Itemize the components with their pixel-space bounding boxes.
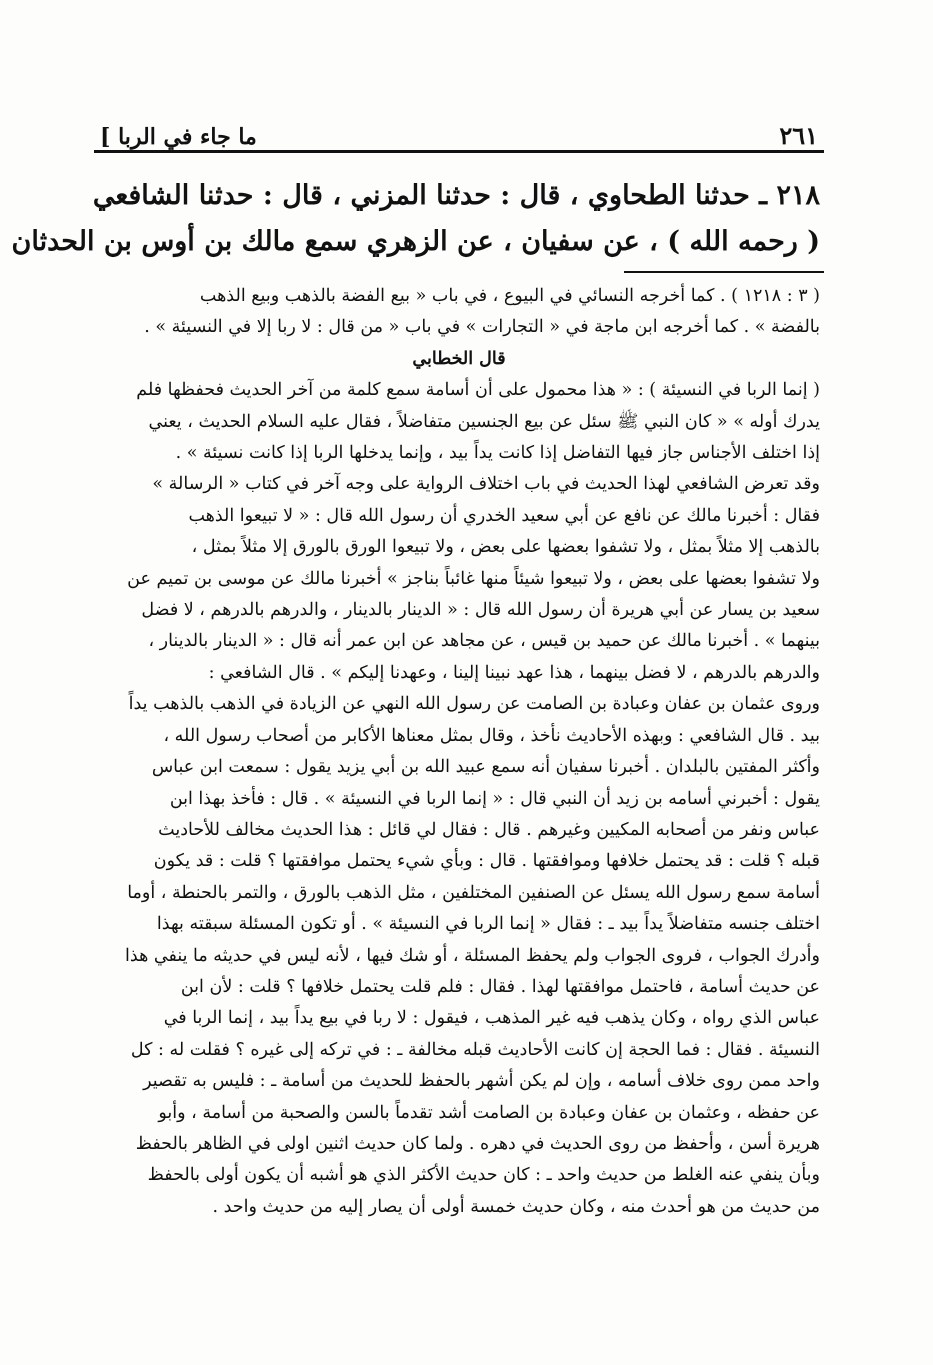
commentary-line: وبأن ينفي عنه الغلط من حديث واحد ـ : كان حديث الأكثر الذي هو أشبه أن يكون أولى بالحفظ: [147, 1165, 820, 1186]
page-number: ٢٦١: [779, 121, 818, 150]
note-heading: قال الخطابي: [412, 348, 506, 369]
page-header: [94, 112, 824, 153]
commentary-line: وروى عثمان بن عفان وعبادة بن الصامت عن رسول الله النهي عن الزيادة في الذهب بالذهب يداً: [128, 694, 820, 715]
commentary-line: وأكثر المفتين بالبلدان . أخبرنا سفيان أنه سمع عبيد الله بن أبي يزيد يقول : سمعت ابن عباس: [151, 757, 820, 778]
commentary-line: بالذهب إلا مثلاً بمثل ، ولا تشفوا بعضها على بعض ، ولا تبيعوا الورق بالورق إلا مثلاً بمثل ،: [191, 537, 820, 558]
commentary-line: اختلف جنسه متفاضلاً يداً بيد ـ : فقال « إنما الربا في النسيئة » . أو تكون المسئلة سبقته بهذا: [156, 914, 820, 935]
commentary-line: بينهما » . أخبرنا مالك عن حميد بن قيس ، عن مجاهد عن ابن عمر أنه قال : « الدينار بالدينار ،: [148, 631, 820, 652]
commentary-line: يدرك أوله » « كان النبي ﷺ سئل عن بيع الجنسين متفاضلاً ، فقال عليه السلام الحديث ، يعني: [148, 411, 820, 432]
note-line: بالفضة » . كما أخرجه ابن ماجة في « التجارات » في باب « من قال : لا ربا إلا في النسيئة » .: [144, 317, 820, 338]
commentary-line: هريرة أسن ، وأحفظ من روى الحديث في دهره . ولما كان حديث اثنين اولى في الظاهر بالحفظ: [135, 1133, 820, 1154]
commentary-line: فقال : أخبرنا مالك عن نافع عن أبي سعيد الخدري أن رسول الله قال : « لا تبيعوا الذهب: [188, 505, 820, 526]
commentary: [98, 375, 820, 1223]
commentary-line: يقول : أخبرني أسامه بن زيد أن النبي قال : « إنما الربا في النسيئة » . قال : فأخذ بهذا ابن: [169, 788, 820, 809]
footnotes: [94, 281, 824, 1223]
commentary-line: ( إنما الربا في النسيئة ) : « هذا محمول على أن أسامة سمع كلمة من آخر الحديث فحفظها فلم: [136, 380, 820, 401]
commentary-line: أسامة سمع رسول الله يسئل عن الصنفين المختلفين ، مثل الذهب بالورق ، والتمر بالحنطة ، أوما: [127, 882, 820, 903]
running-title: ما جاء في الربا ]: [100, 124, 257, 150]
commentary-line: عباس ونفر من أصحابه المكيين وغيرهم . قال : فقال لي قائل : هذا الحديث مخالف للأحاديث: [158, 819, 820, 840]
commentary-line: النسيئة . فقال : فما الحجة إن كانت الأحاديث قبله مخالفة ـ : في تركه إلى غيره ؟ فقلت له : كل: [130, 1039, 820, 1060]
commentary-line: وقد تعرض الشافعي لهذا الحديث في باب اختلاف الرواية على وجه آخر في كتاب « الرسالة »: [152, 474, 820, 495]
note-line: ( ٣ : ١٢١٨ ) . كما أخرجه النسائي في البيوع ، في باب « بيع الفضة بالذهب وبيع الذهب: [199, 286, 820, 306]
commentary-line: واحد ممن روى خلاف أسامه ، وإن لم يكن أشهر بالحفظ للحديث من أسامة ـ : فليس به تقصير: [143, 1071, 820, 1092]
commentary-line: بيد . قال الشافعي : وبهذه الأحاديث نأخذ ، وقال بمثل معناها الأكابر من أصحاب رسول الله ،: [163, 725, 820, 746]
commentary-line: سعيد بن يسار عن أبي هريرة أن رسول الله قال : « الدينار بالدينار ، والدرهم بالدرهم ، لا فضل: [141, 600, 820, 621]
commentary-line: عباس الذي رواه ، وكان يذهب فيه غير المذهب ، فيقول : لا ربا في بيع يداً بيد ، إنما الربا في: [163, 1008, 820, 1029]
commentary-line: إذا اختلف الأجناس جاز فيها التفاضل إذا كانت يداً بيد ، وإنما يدخلها الربا إذا كانت نسيئة » .: [175, 443, 820, 464]
commentary-line: والدرهم بالدرهم ، لا فضل بينهما ، هذا عهد نبينا إلينا ، وعهدنا إليكم » . قال الشافعي :: [208, 662, 820, 683]
commentary-line: قبله ؟ قلت : قد يحتمل خلافها وموافقتها . قال : وبأي شيء يحتمل موافقتها ؟ قلت : قد يكون: [153, 851, 820, 872]
page: [11, 112, 824, 1223]
footnote-separator: [624, 271, 824, 273]
main-line: ( رحمه الله ) ، عن سفيان ، عن الزهري سمع مالك بن أوس بن الحدثان: [11, 226, 820, 257]
commentary-line: ولا تشفوا بعضها على بعض ، ولا تبيعوا شيئاً منها غائباً بناجز » أخبرنا مالك عن موسى بن تميم عن: [127, 568, 820, 589]
commentary-line: عن حديث أسامة ، فاحتمل موافقتها لهذا . فقال : فلم قلت يحتمل خلافها ؟ قلت : لأن ابن: [180, 976, 820, 997]
main-line: ٢١٨ ـ حدثنا الطحاوي ، قال : حدثنا المزني ، قال : حدثنا الشافعي: [92, 180, 820, 211]
commentary-line: وأدرك الجواب ، فروى الجواب ولم يحفظ المسئلة ، أو شك فيها ، لأنه ليس في حديثه ما ينفي هذا: [125, 945, 820, 966]
commentary-line: من حديث من هو أحدث منه ، وكان حديث خمسة أولى أن يصار إليه من حديث واحد .: [212, 1196, 820, 1217]
commentary-line: عن حفظه ، وعثمان بن عفان وعبادة بن الصامت أشد تقدماً بالسن والصحبة من أسامة ، وأبو: [158, 1102, 820, 1123]
main-text: [11, 173, 824, 265]
